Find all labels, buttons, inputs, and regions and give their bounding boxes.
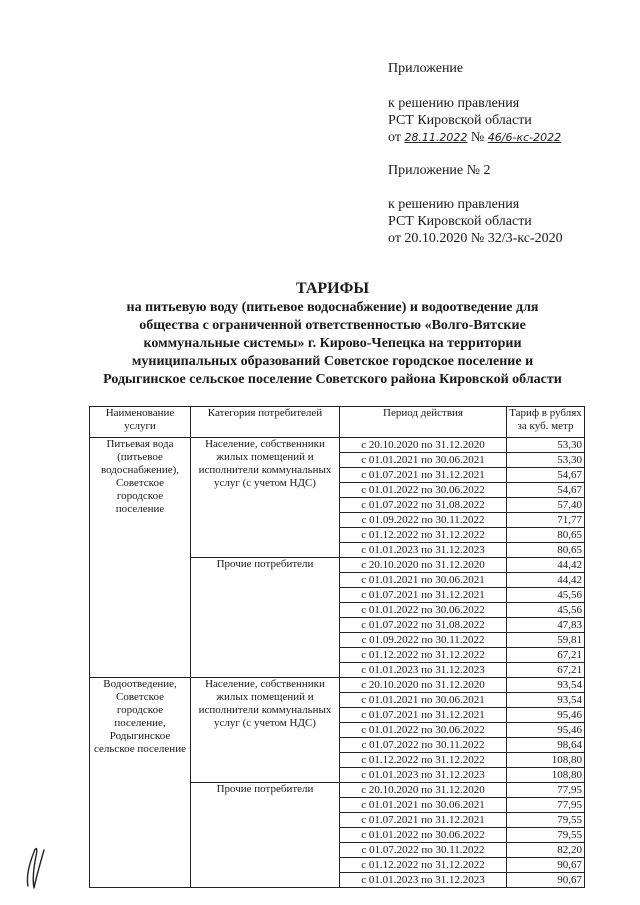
tariff-cell: 93,54: [507, 678, 585, 693]
table-row: [90, 438, 585, 453]
table-row: [90, 678, 585, 693]
tariff-cell: 47,83: [507, 618, 585, 633]
tariff-cell: 71,77: [507, 513, 585, 528]
period-cell: с 01.07.2021 по 31.12.2021: [340, 588, 507, 603]
title-line-1: на питьевую воду (питьевое водоснабжение) и водоотведение для: [126, 300, 539, 315]
table-header-row: [90, 407, 585, 438]
period-cell: с 01.01.2023 по 31.12.2023: [340, 873, 507, 888]
period-cell: с 01.01.2022 по 30.06.2022: [340, 723, 507, 738]
period-cell: с 01.01.2023 по 31.12.2023: [340, 768, 507, 783]
tariff-table: [89, 406, 585, 888]
period-cell: с 20.10.2020 по 31.12.2020: [340, 783, 507, 798]
consumer-category: Население, собственники жилых помещений и исполнители коммунальных услуг (с учетом НДС): [191, 678, 340, 783]
title-line-5: Родыгинское сельское поселение Советского района Кировской области: [103, 372, 562, 387]
tariff-cell: 57,40: [507, 498, 585, 513]
period-cell: с 01.01.2022 по 30.06.2022: [340, 603, 507, 618]
decision-line-1: к решению правления: [388, 96, 520, 111]
period-cell: с 20.10.2020 по 31.12.2020: [340, 438, 507, 453]
handwritten-date: 28.11.2022: [404, 131, 468, 144]
period-cell: с 01.09.2022 по 30.11.2022: [340, 633, 507, 648]
date-prefix: от: [388, 130, 401, 145]
decision2-line-2: РСТ Кировской области: [388, 214, 532, 229]
title-line-4: муниципальных образований Советское городское поселение и: [131, 354, 534, 369]
col-header-service: Наименование услуги: [90, 407, 191, 438]
period-cell: с 20.10.2020 по 31.12.2020: [340, 678, 507, 693]
period-cell: с 01.01.2022 по 30.06.2022: [340, 483, 507, 498]
tariff-cell: 80,65: [507, 543, 585, 558]
title-line-3: коммунальные системы» г. Кирово-Чепецка на территории: [143, 336, 522, 351]
col-header-tariff: Тариф в рублях за куб. метр: [507, 407, 585, 438]
tariff-cell: 82,20: [507, 843, 585, 858]
tariff-cell: 90,67: [507, 858, 585, 873]
period-cell: с 01.01.2021 по 30.06.2021: [340, 573, 507, 588]
appendix-2-label: Приложение № 2: [388, 163, 491, 178]
tariff-cell: 79,55: [507, 828, 585, 843]
tariff-cell: 45,56: [507, 588, 585, 603]
tariff-cell: 79,55: [507, 813, 585, 828]
tariff-cell: 44,42: [507, 573, 585, 588]
decision-line-2: РСТ Кировской области: [388, 113, 532, 128]
tariff-cell: 98,64: [507, 738, 585, 753]
period-cell: с 01.01.2022 по 30.06.2022: [340, 828, 507, 843]
tariff-cell: 53,30: [507, 453, 585, 468]
tariff-cell: 95,46: [507, 723, 585, 738]
tariff-cell: 95,46: [507, 708, 585, 723]
consumer-category: Прочие потребители: [191, 783, 340, 888]
period-cell: с 01.12.2022 по 31.12.2022: [340, 753, 507, 768]
period-cell: с 01.07.2022 по 30.11.2022: [340, 843, 507, 858]
period-cell: с 01.12.2022 по 31.12.2022: [340, 528, 507, 543]
handwritten-number: 46/6-кс-2022: [487, 131, 562, 144]
tariff-cell: 45,56: [507, 603, 585, 618]
service-name: Питьевая вода (питьевое водоснабжение), Советское городское поселение: [90, 438, 191, 678]
period-cell: с 20.10.2020 по 31.12.2020: [340, 558, 507, 573]
tariff-cell: 80,65: [507, 528, 585, 543]
tariff-cell: 108,80: [507, 753, 585, 768]
document-heading: ТАРИФЫ: [295, 280, 370, 297]
period-cell: с 01.01.2021 по 30.06.2021: [340, 453, 507, 468]
tariff-cell: 108,80: [507, 768, 585, 783]
service-name: Водоотведение, Советское городское поселение, Родыгинское сельское поселение: [90, 678, 191, 888]
tariff-cell: 90,67: [507, 873, 585, 888]
tariff-cell: 67,21: [507, 648, 585, 663]
appendix-label: Приложение: [388, 61, 464, 76]
period-cell: с 01.12.2022 по 31.12.2022: [340, 648, 507, 663]
decision2-line-3: от 20.10.2020 № 32/3-кс-2020: [388, 231, 563, 246]
period-cell: с 01.09.2022 по 30.11.2022: [340, 513, 507, 528]
tariff-cell: 67,21: [507, 663, 585, 678]
period-cell: с 01.07.2022 по 31.08.2022: [340, 498, 507, 513]
period-cell: с 01.07.2021 по 31.12.2021: [340, 708, 507, 723]
decision-date-line: [388, 129, 561, 146]
period-cell: с 01.07.2021 по 31.12.2021: [340, 468, 507, 483]
tariff-cell: 53,30: [507, 438, 585, 453]
period-cell: с 01.01.2021 по 30.06.2021: [340, 693, 507, 708]
title-line-2: общества с ограниченной ответственностью «Волго-Вятские: [139, 318, 526, 333]
period-cell: с 01.01.2023 по 31.12.2023: [340, 663, 507, 678]
tariff-cell: 77,95: [507, 783, 585, 798]
period-cell: с 01.07.2022 по 31.08.2022: [340, 618, 507, 633]
decision2-line-1: к решению правления: [388, 197, 520, 212]
period-cell: с 01.12.2022 по 31.12.2022: [340, 858, 507, 873]
col-header-category: Категория потребителей: [191, 407, 340, 438]
tariff-cell: 54,67: [507, 483, 585, 498]
period-cell: с 01.07.2022 по 30.11.2022: [340, 738, 507, 753]
col-header-period: Период действия: [340, 407, 507, 438]
period-cell: с 01.01.2021 по 30.06.2021: [340, 798, 507, 813]
tariff-cell: 77,95: [507, 798, 585, 813]
number-prefix: №: [470, 130, 485, 145]
consumer-category: Население, собственники жилых помещений и исполнители коммунальных услуг (с учетом НДС): [191, 438, 340, 558]
period-cell: с 01.07.2021 по 31.12.2021: [340, 813, 507, 828]
consumer-category: Прочие потребители: [191, 558, 340, 678]
handwritten-signature: [22, 838, 48, 894]
tariff-cell: 44,42: [507, 558, 585, 573]
period-cell: с 01.01.2023 по 31.12.2023: [340, 543, 507, 558]
tariff-cell: 54,67: [507, 468, 585, 483]
tariff-cell: 93,54: [507, 693, 585, 708]
tariff-cell: 59,81: [507, 633, 585, 648]
